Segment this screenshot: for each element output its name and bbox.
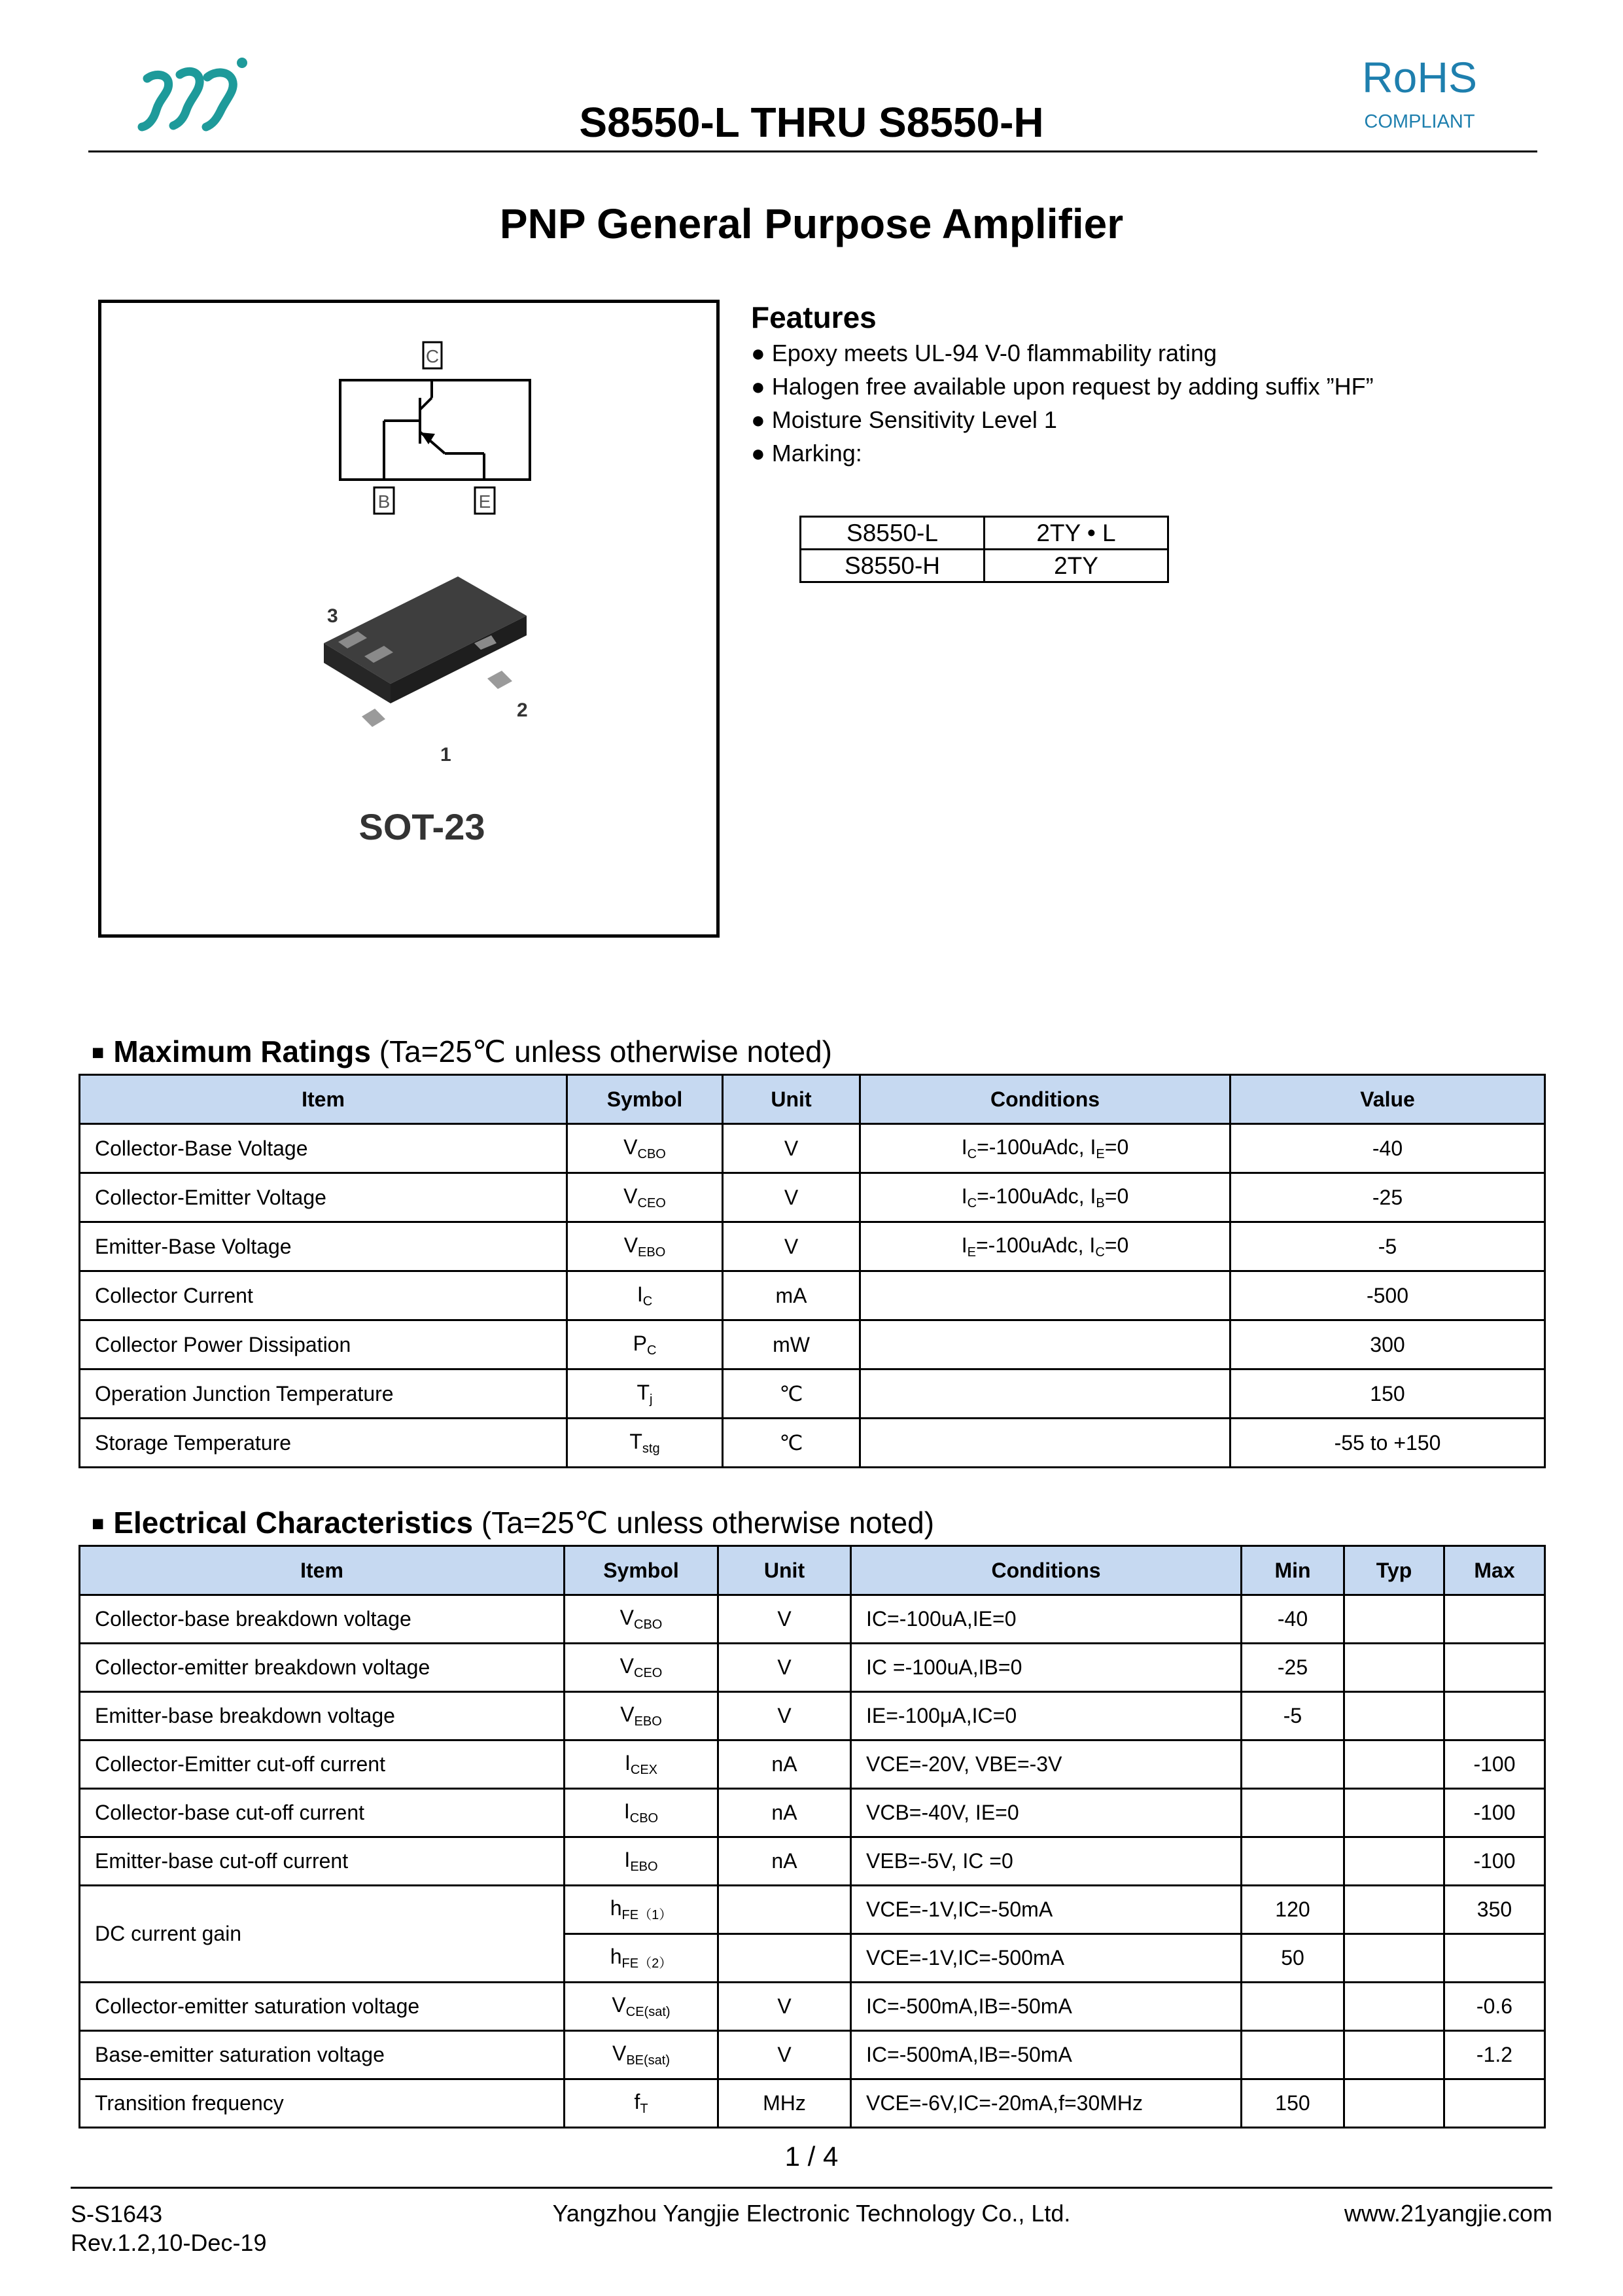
table-row: Collector-emitter saturation voltage $V_{CE(sat)}$ V IC=-500mA,IB=-50mA -0.6 <box>80 1983 1545 2031</box>
table-row: Collector-base cut-off current $I_{CBO}$ nA VCB=-40V, IE=0 -100 <box>80 1789 1545 1837</box>
symbol-cell: $I_{CEX}$ <box>565 1740 718 1789</box>
symbol-cell: $h_{FE(1)}$ <box>565 1886 718 1934</box>
square-bullet-icon: ■ <box>92 1511 105 1535</box>
marking-row <box>801 517 1168 550</box>
table-row: Storage Temperature $T_{stg}$ ℃ -55 to +150 <box>80 1419 1545 1468</box>
pin-b-label: B <box>377 491 391 512</box>
package-name: SOT-23 <box>358 806 485 847</box>
symbol-cell: $V_{CBO}$ <box>565 1595 718 1644</box>
col-header-symbol: Symbol <box>567 1075 723 1124</box>
feature-item: ● Halogen free available upon request by adding suffix ”HF” <box>751 373 1374 400</box>
company-name: Yangzhou Yangjie Electronic Technology Co., Ltd. <box>552 2200 1071 2227</box>
symbol-cell: $V_{CEO}$ <box>565 1644 718 1692</box>
conditions-cell <box>860 1271 1230 1320</box>
revision-date: Rev.1.2,10-Dec-19 <box>71 2229 267 2256</box>
table-row: Collector-emitter breakdown voltage $V_{CEO}$ V IC =-100uA,IB=0 -25 <box>80 1644 1545 1692</box>
symbol-cell: $T_j$ <box>567 1369 723 1419</box>
marking-code: 2TY • L <box>985 517 1168 550</box>
table-row: Emitter-Base Voltage $V_{EBO}$ V $I_E=-100uAdc$, $I_C=0$ -5 <box>80 1222 1545 1271</box>
features-list <box>751 336 1374 470</box>
table-row: Emitter-base cut-off current $I_{EBO}$ nA VEB=-5V, IC =0 -100 <box>80 1837 1545 1886</box>
marking-row <box>801 550 1168 582</box>
pin-1-label: 1 <box>440 744 451 766</box>
col-header-item: Item <box>80 1075 567 1124</box>
website-link[interactable]: www.21yangjie.com <box>1344 2200 1552 2227</box>
pin-e-label: E <box>478 491 491 512</box>
bullet-icon: ● <box>751 406 765 433</box>
pin-2-label: 2 <box>517 699 528 721</box>
col-header-typ: Typ <box>1344 1546 1444 1595</box>
col-header-symbol: Symbol <box>565 1546 718 1595</box>
pin-3-label: 3 <box>327 605 338 627</box>
col-header-max: Max <box>1444 1546 1545 1595</box>
symbol-cell: $T_{stg}$ <box>567 1419 723 1468</box>
package-illustration <box>101 303 716 934</box>
rohs-compliant-label: COMPLIANT <box>1364 111 1475 132</box>
col-header-conditions: Conditions <box>860 1075 1230 1124</box>
max-ratings-title: ■ Maximum Ratings (Ta=25℃ unless otherwise noted) <box>92 1034 832 1069</box>
marking-code: 2TY <box>985 550 1168 582</box>
feature-item: ● Epoxy meets UL-94 V-0 flammability rating <box>751 340 1217 366</box>
marking-table <box>799 516 1169 583</box>
symbol-cell: $V_{EBO}$ <box>567 1222 723 1271</box>
table-row: Collector Current $I_C$ mA -500 <box>80 1271 1545 1320</box>
table-row: Emitter-base breakdown voltage $V_{EBO}$ V IE=-100μA,IC=0 -5 <box>80 1692 1545 1740</box>
table-row: DC current gain $h_{FE(1)}$ VCE=-1V,IC=-50mA 120 350 <box>80 1886 1545 1934</box>
table-row: Operation Junction Temperature $T_j$ ℃ 150 <box>80 1369 1545 1419</box>
table-row: Collector-Emitter cut-off current $I_{CEX}$ nA VCE=-20V, VBE=-3V -100 <box>80 1740 1545 1789</box>
symbol-cell: $V_{CBO}$ <box>567 1124 723 1173</box>
symbol-cell: $V_{CE(sat)}$ <box>565 1983 718 2031</box>
square-bullet-icon: ■ <box>92 1040 105 1064</box>
marking-part: S8550-H <box>801 550 985 582</box>
table-row: Transition frequency $f_T$ MHz VCE=-6V,IC=-20mA,f=30MHz 150 <box>80 2079 1545 2128</box>
symbol-cell: $V_{EBO}$ <box>565 1692 718 1740</box>
features-heading: Features <box>751 300 877 334</box>
symbol-cell: $f_T$ <box>565 2079 718 2128</box>
page-number: 1 / 4 <box>784 2141 839 2172</box>
table-header-row <box>80 1075 1545 1124</box>
table-row: Base-emitter saturation voltage $V_{BE(sat)}$ V IC=-500mA,IB=-50mA -1.2 <box>80 2031 1545 2079</box>
conditions-cell <box>860 1320 1230 1369</box>
marking-part: S8550-L <box>801 517 985 550</box>
footer-divider <box>71 2187 1552 2189</box>
page-subtitle: PNP General Purpose Amplifier <box>499 200 1124 247</box>
max-ratings-table <box>79 1074 1546 1468</box>
col-header-min: Min <box>1242 1546 1344 1595</box>
document-number: S-S1643 <box>71 2200 163 2227</box>
bullet-icon: ● <box>751 440 765 467</box>
electrical-characteristics-table <box>79 1545 1546 2128</box>
table-row: $h_{FE(2)}$ VCE=-1V,IC=-500mA 50 <box>80 1934 1545 1983</box>
conditions-cell: $I_E=-100uAdc$, $I_C=0$ <box>860 1222 1230 1271</box>
col-header-item: Item <box>80 1546 565 1595</box>
bullet-icon: ● <box>751 340 765 366</box>
conditions-cell <box>860 1419 1230 1468</box>
symbol-cell: $V_{BE(sat)}$ <box>565 2031 718 2079</box>
col-header-value: Value <box>1230 1075 1545 1124</box>
feature-item: ● Moisture Sensitivity Level 1 <box>751 406 1057 433</box>
col-header-unit: Unit <box>718 1546 851 1595</box>
bullet-icon: ● <box>751 373 765 400</box>
symbol-cell: $V_{CEO}$ <box>567 1173 723 1222</box>
symbol-cell: $I_C$ <box>567 1271 723 1320</box>
conditions-cell <box>860 1369 1230 1419</box>
table-row: Collector-Base Voltage $V_{CBO}$ V $I_C=-100uAdc$, $I_E=0$ -40 <box>80 1124 1545 1173</box>
document-title: S8550-L THRU S8550-H <box>579 99 1044 146</box>
symbol-cell: $I_{CBO}$ <box>565 1789 718 1837</box>
symbol-cell: $I_{EBO}$ <box>565 1837 718 1886</box>
pin-c-label: C <box>425 346 440 366</box>
header-divider <box>88 150 1537 152</box>
feature-item: ● Marking: <box>751 440 862 467</box>
package-illustration-box <box>98 300 720 938</box>
table-row: Collector Power Dissipation $P_C$ mW 300 <box>80 1320 1545 1369</box>
symbol-cell: $P_C$ <box>567 1320 723 1369</box>
transistor-schematic-symbol <box>340 380 530 480</box>
conditions-cell: $I_C=-100uAdc$, $I_E=0$ <box>860 1124 1230 1173</box>
table-row: Collector-base breakdown voltage $V_{CBO}$ V IC=-100uA,IE=0 -40 <box>80 1595 1545 1644</box>
symbol-cell: $h_{FE(2)}$ <box>565 1934 718 1983</box>
table-header-row <box>80 1546 1545 1595</box>
sot23-package-image <box>324 576 527 727</box>
table-row: Collector-Emitter Voltage $V_{CEO}$ V $I_C=-100uAdc$, $I_B=0$ -25 <box>80 1173 1545 1222</box>
rohs-mark: RoHS <box>1361 53 1478 101</box>
col-header-conditions: Conditions <box>851 1546 1242 1595</box>
col-header-unit: Unit <box>723 1075 860 1124</box>
conditions-cell: $I_C=-100uAdc$, $I_B=0$ <box>860 1173 1230 1222</box>
electrical-characteristics-title: ■ Electrical Characteristics (Ta=25℃ unless otherwise noted) <box>92 1506 935 1540</box>
